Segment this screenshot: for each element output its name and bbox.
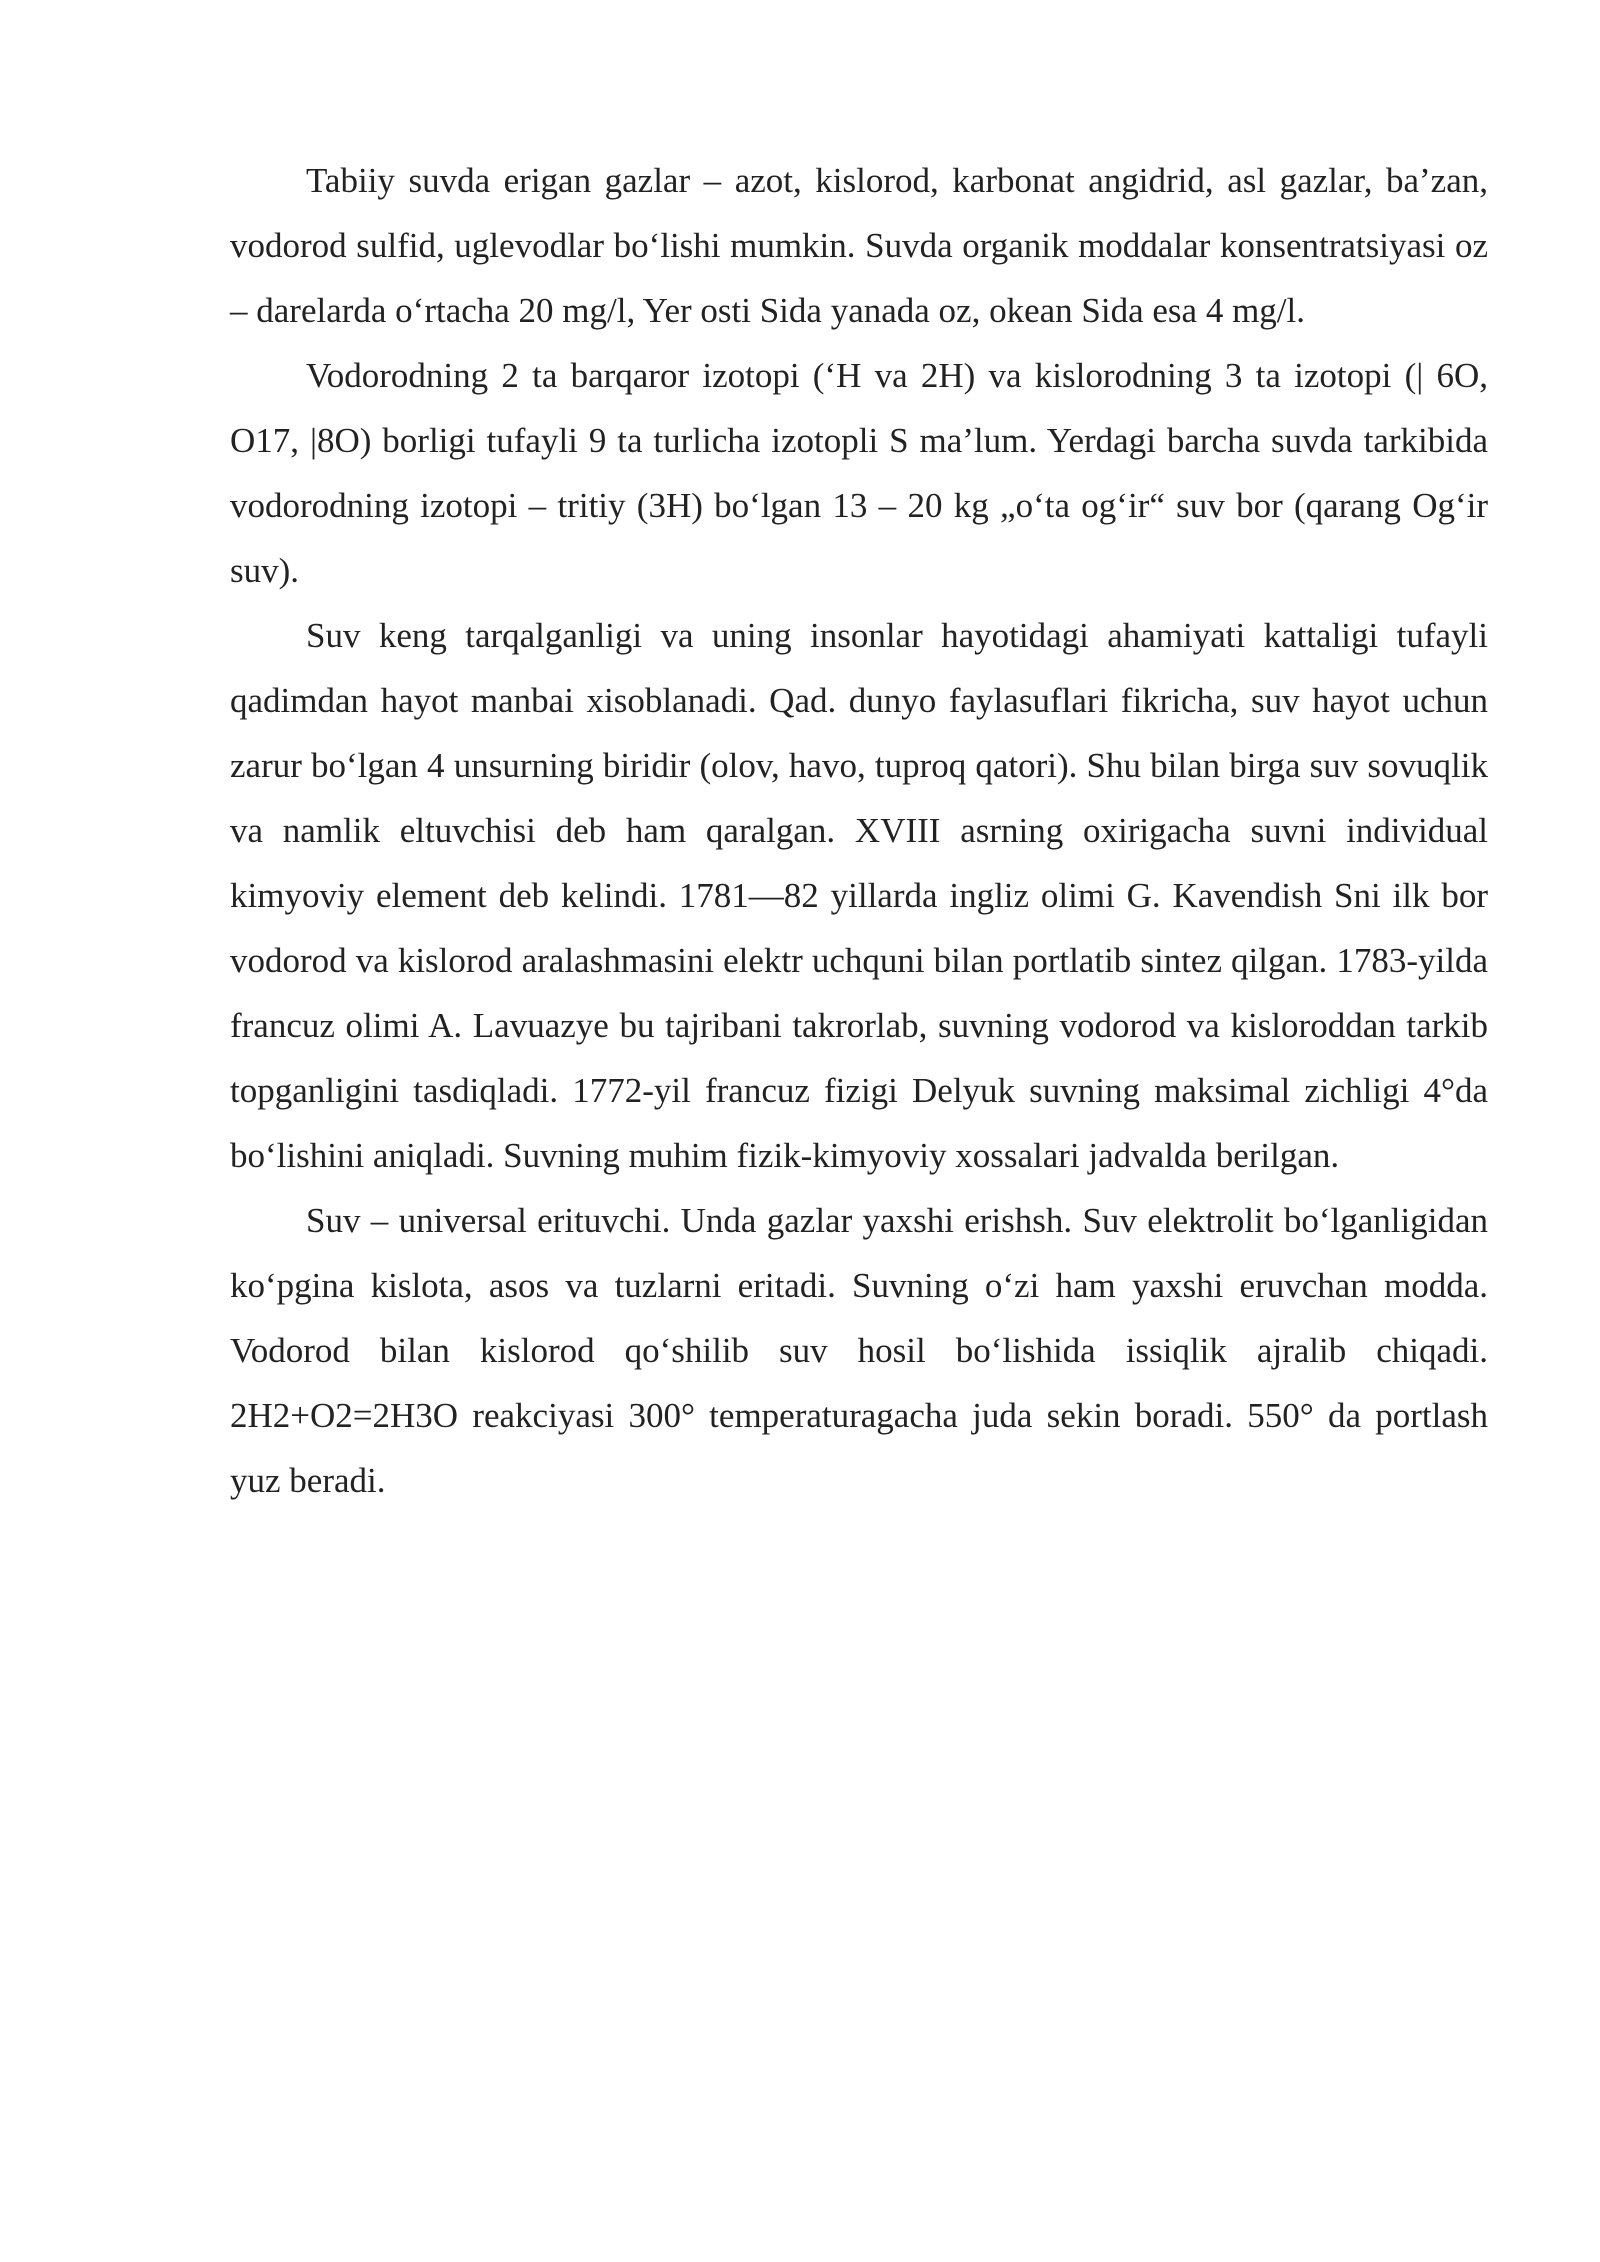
paragraph-universal-solvent: Suv – universal erituvchi. Unda gazlar yaxshi erishsh. Suv elektrolit bo‘lganligidan ko‘pgina kislota, asos va tuzlarni eritadi. Suvning o‘zi ham yaxshi eruvchan modda. Vodorod bilan kislorod qo‘shilib suv hosil bo‘lishida issiqlik ajralib chiqadi. 2H2+O2=2H3O reakciyasi 300° temperaturagacha juda sekin boradi. 550° da portlash yuz beradi. (230, 1201, 1488, 1500)
paragraph-dissolved-gases: Tabiiy suvda erigan gazlar – azot, kislorod, karbonat angidrid, asl gazlar, ba’zan, vodorod sulfid, uglevodlar bo‘lishi mumkin. Suvda organik moddalar konsentratsiyasi oz – darelarda o‘rtacha 20 mg/l, Yer osti Sida yanada oz, okean Sida esa 4 mg/l. (230, 161, 1488, 330)
paragraph-history: Suv keng tarqalganligi va uning insonlar hayotidagi ahamiyati kattaligi tufayli qadimdan hayot manbai xisoblanadi. Qad. dunyo faylasuflari fikricha, suv hayot uchun zarur bo‘lgan 4 unsurning biridir (olov, havo, tuproq qatori). Shu bilan birga suv sovuqlik va namlik eltuvchisi deb ham qaralgan. XVIII asrning oxirigacha suvni individual kimyoviy element deb kelindi. 1781—82 yillarda ingliz olimi G. Kavendish Sni ilk bor vodorod va kislorod aralashmasini elektr uchquni bilan portlatib sintez qilgan. 1783-yilda francuz olimi A. Lavuazye bu tajribani takrorlab, suvning vodorod va kisloroddan tarkib topganligini tasdiqladi. 1772-yil francuz fizigi Delyuk suvning maksimal zichligi 4°da bo‘lishini aniqladi. Suvning muhim fizik-kimyoviy xossalari jadvalda berilgan. (230, 616, 1488, 1175)
paragraph-isotopes: Vodorodning 2 ta barqaror izotopi (‘H va 2H) va kislorodning 3 ta izotopi (| 6O, O17, |8O) borligi tufayli 9 ta turlicha izotopli S ma’lum. Yerdagi barcha suvda tarkibida vodorodning izotopi – tritiy (3H) bo‘lgan 13 – 20 kg „o‘ta og‘ir“ suv bor (qarang Og‘ir suv). (230, 356, 1488, 590)
document-page (230, 148, 1488, 1513)
